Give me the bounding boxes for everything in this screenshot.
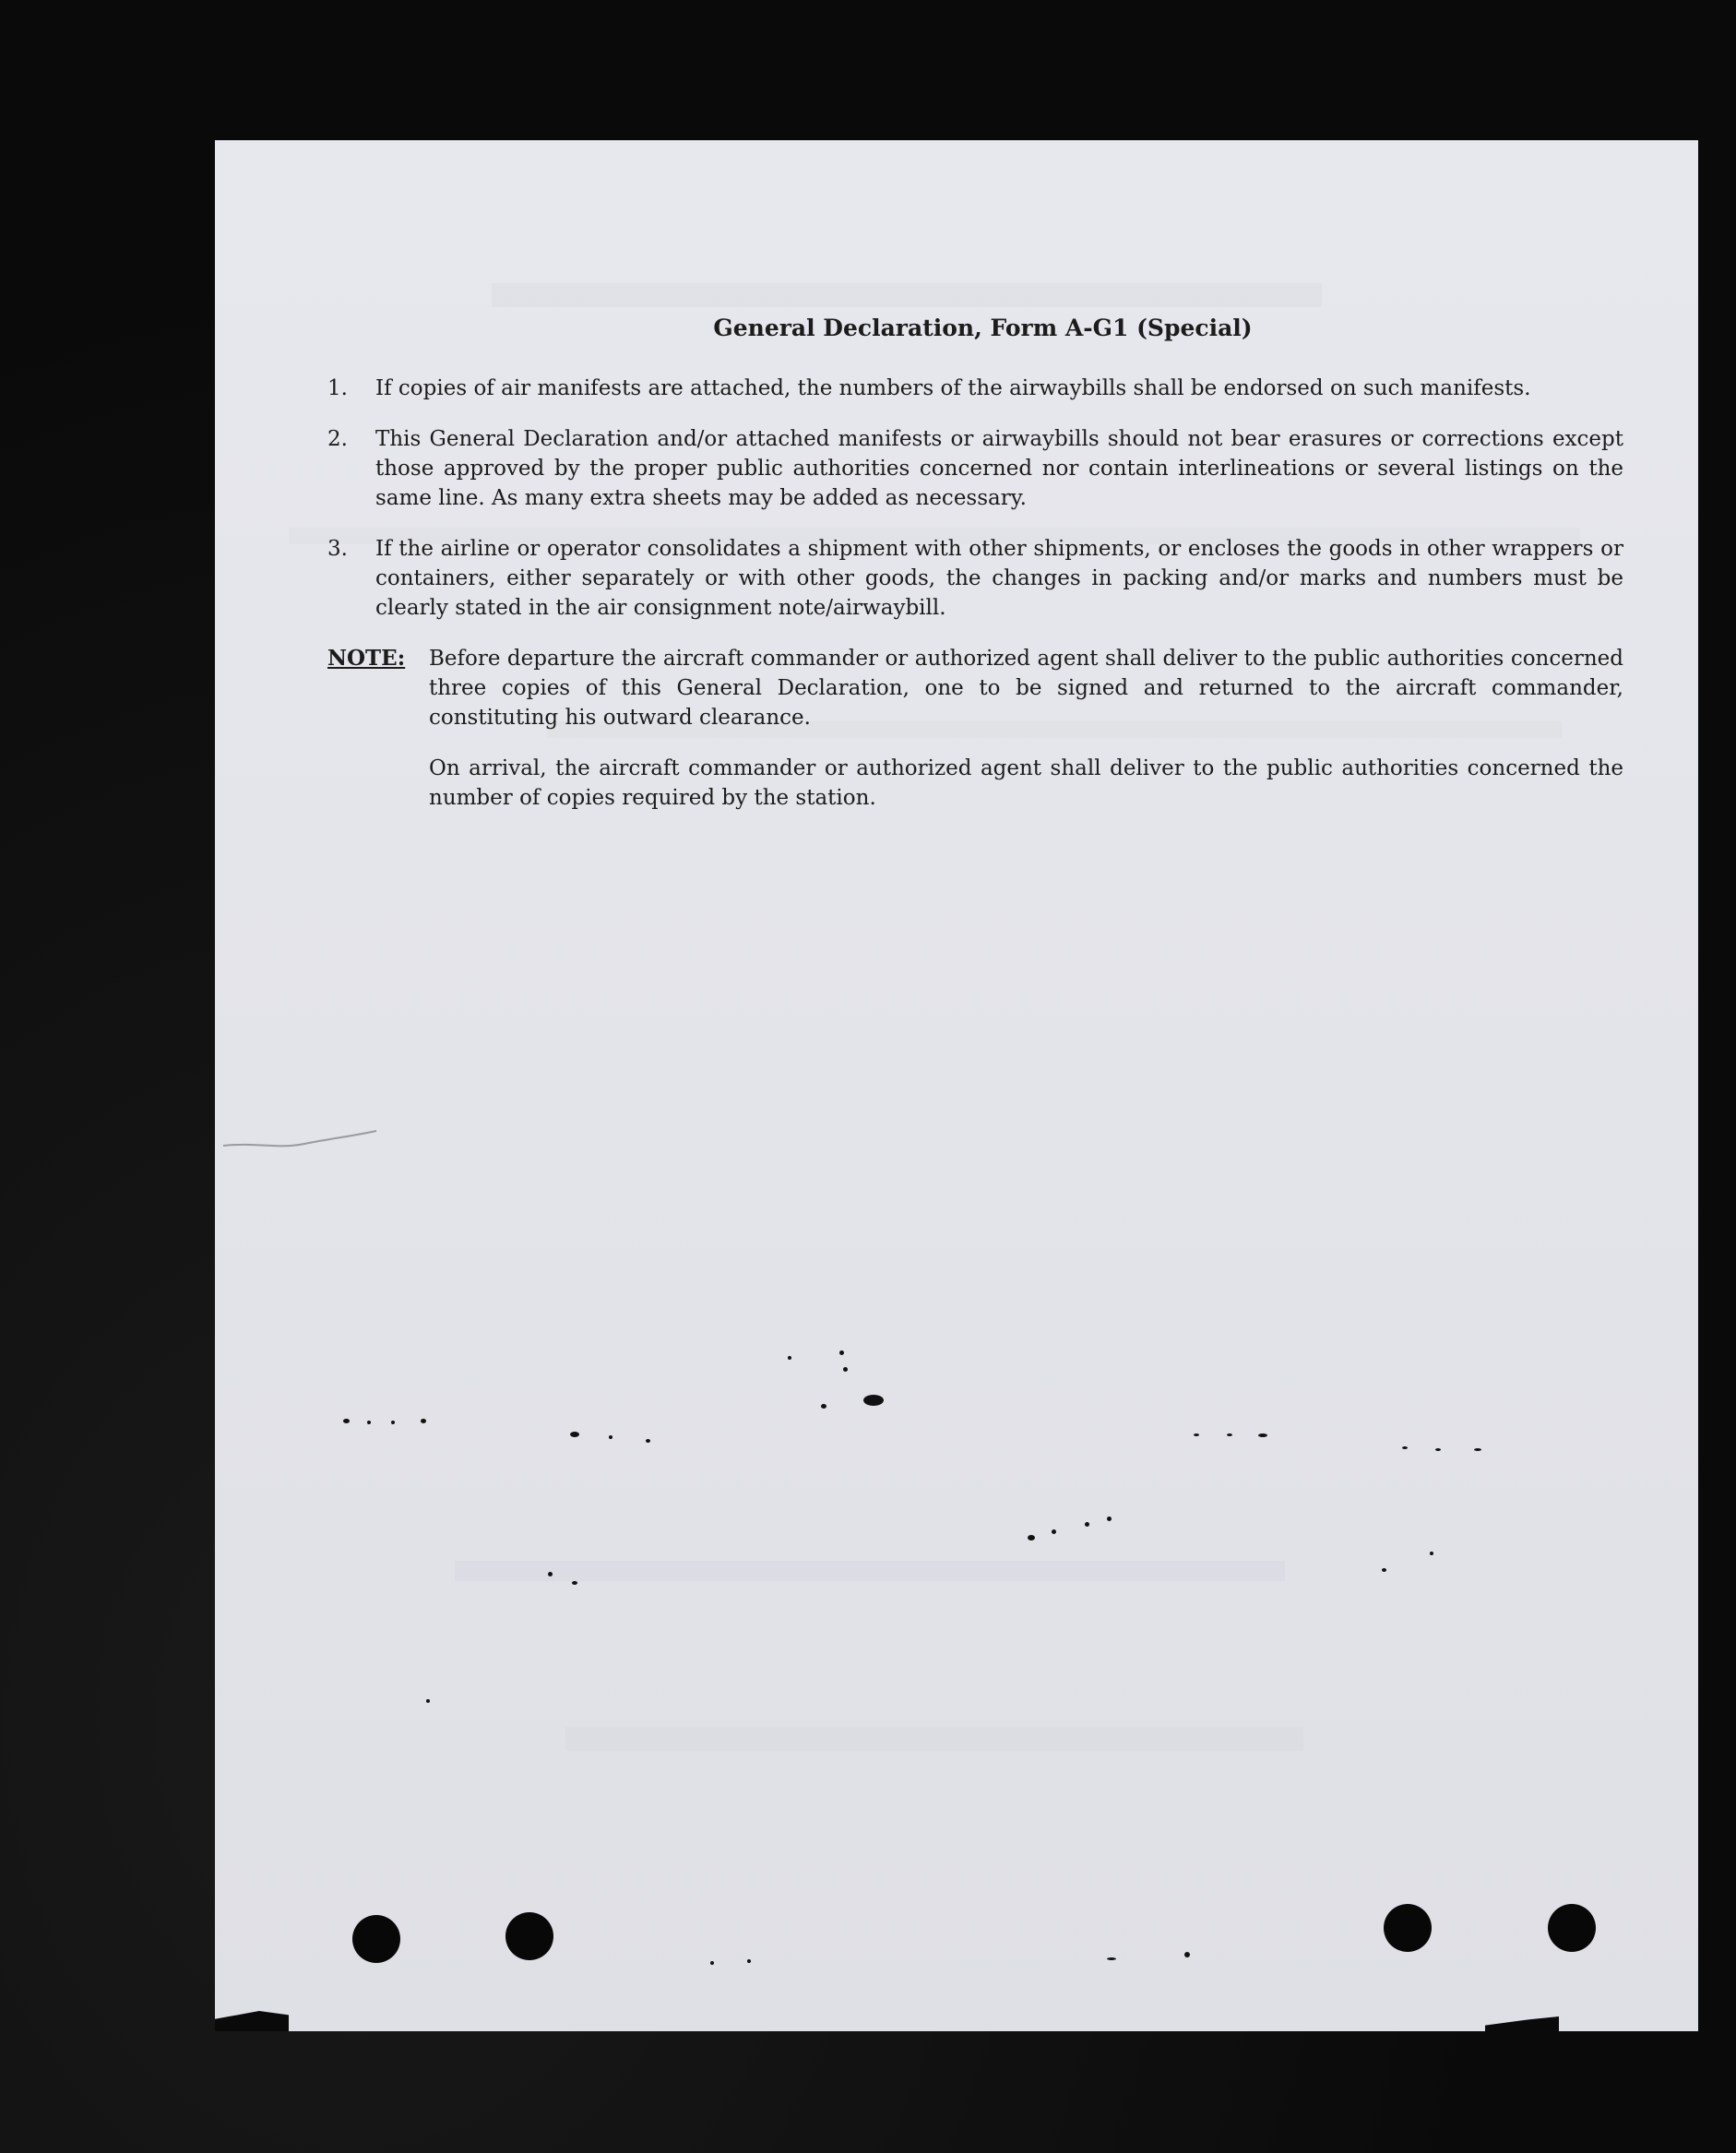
dust-speck xyxy=(1382,1568,1386,1572)
page-title: General Declaration, Form A-G1 (Special) xyxy=(713,315,1253,341)
item-text: If copies of air manifests are attached, the numbers of the airwaybills shall be endorsed on such manifests. xyxy=(375,376,1531,400)
dust-speck xyxy=(1028,1535,1035,1540)
punch-hole xyxy=(1548,1904,1596,1952)
dust-speck xyxy=(863,1395,884,1406)
note-label: NOTE: xyxy=(327,646,406,671)
item-text: This General Declaration and/or attached manifests or airwaybills should not bear erasures or corrections except those approved by the proper public authorities concerned nor contain interlineations or several listings on the same line. As many extra sheets may be added as necessary. xyxy=(375,427,1623,510)
bleed-through-mark xyxy=(492,283,1322,307)
note-paragraph: On arrival, the aircraft commander or authorized agent shall deliver to the public authorities concerned the number of copies required by the station. xyxy=(429,756,1623,810)
dust-speck xyxy=(747,1959,751,1963)
punch-hole xyxy=(505,1912,553,1960)
dust-speck xyxy=(1402,1446,1408,1449)
punch-hole xyxy=(1384,1904,1432,1952)
dust-speck xyxy=(1085,1522,1089,1527)
dust-speck xyxy=(1430,1552,1433,1555)
list-item xyxy=(327,374,1623,403)
note-body xyxy=(429,644,1623,834)
dust-speck xyxy=(788,1356,791,1360)
dust-speck xyxy=(1194,1433,1199,1436)
punch-hole xyxy=(352,1915,400,1963)
dust-speck xyxy=(1107,1957,1116,1960)
bleed-through-mark xyxy=(565,1727,1303,1751)
list-item xyxy=(327,534,1623,623)
dust-speck xyxy=(839,1350,844,1355)
dust-speck xyxy=(1184,1952,1190,1957)
dust-speck xyxy=(609,1435,612,1439)
dust-speck xyxy=(821,1404,826,1409)
item-number: 3. xyxy=(327,537,348,561)
declaration-instructions xyxy=(327,314,1623,834)
dust-speck xyxy=(1435,1448,1441,1451)
dust-speck xyxy=(1474,1448,1481,1451)
dust-speck xyxy=(421,1419,426,1423)
dust-speck xyxy=(367,1421,371,1424)
paper-crease xyxy=(221,1125,378,1153)
note-paragraph: Before departure the aircraft commander or authorized agent shall deliver to the public authorities concerned three copies of this General Declaration, one to be signed and returned to the aircraft commander, constituting his outward clearance. xyxy=(429,647,1623,730)
dust-speck xyxy=(343,1419,350,1423)
item-number: 1. xyxy=(327,376,348,400)
dust-speck xyxy=(646,1439,650,1443)
list-item xyxy=(327,424,1623,513)
dust-speck xyxy=(570,1432,579,1437)
bleed-through-mark xyxy=(455,1561,1285,1581)
item-number: 2. xyxy=(327,427,348,451)
dust-speck xyxy=(1052,1529,1056,1534)
dust-speck xyxy=(843,1367,848,1372)
item-text: If the airline or operator consolidates a shipment with other shipments, or encloses the goods in other wrappers or containers, either separately or with other goods, the changes in packing and/or marks and numbers must be clearly stated in the air consignment note/airwaybill. xyxy=(375,537,1623,620)
dust-speck xyxy=(572,1581,577,1585)
note-block xyxy=(327,644,1623,834)
dust-speck xyxy=(426,1699,430,1703)
dust-speck xyxy=(391,1421,395,1424)
dust-speck xyxy=(1227,1433,1232,1436)
dust-speck xyxy=(1258,1433,1267,1437)
dust-speck xyxy=(548,1572,553,1576)
dust-speck xyxy=(710,1961,714,1965)
dust-speck xyxy=(1107,1517,1112,1521)
